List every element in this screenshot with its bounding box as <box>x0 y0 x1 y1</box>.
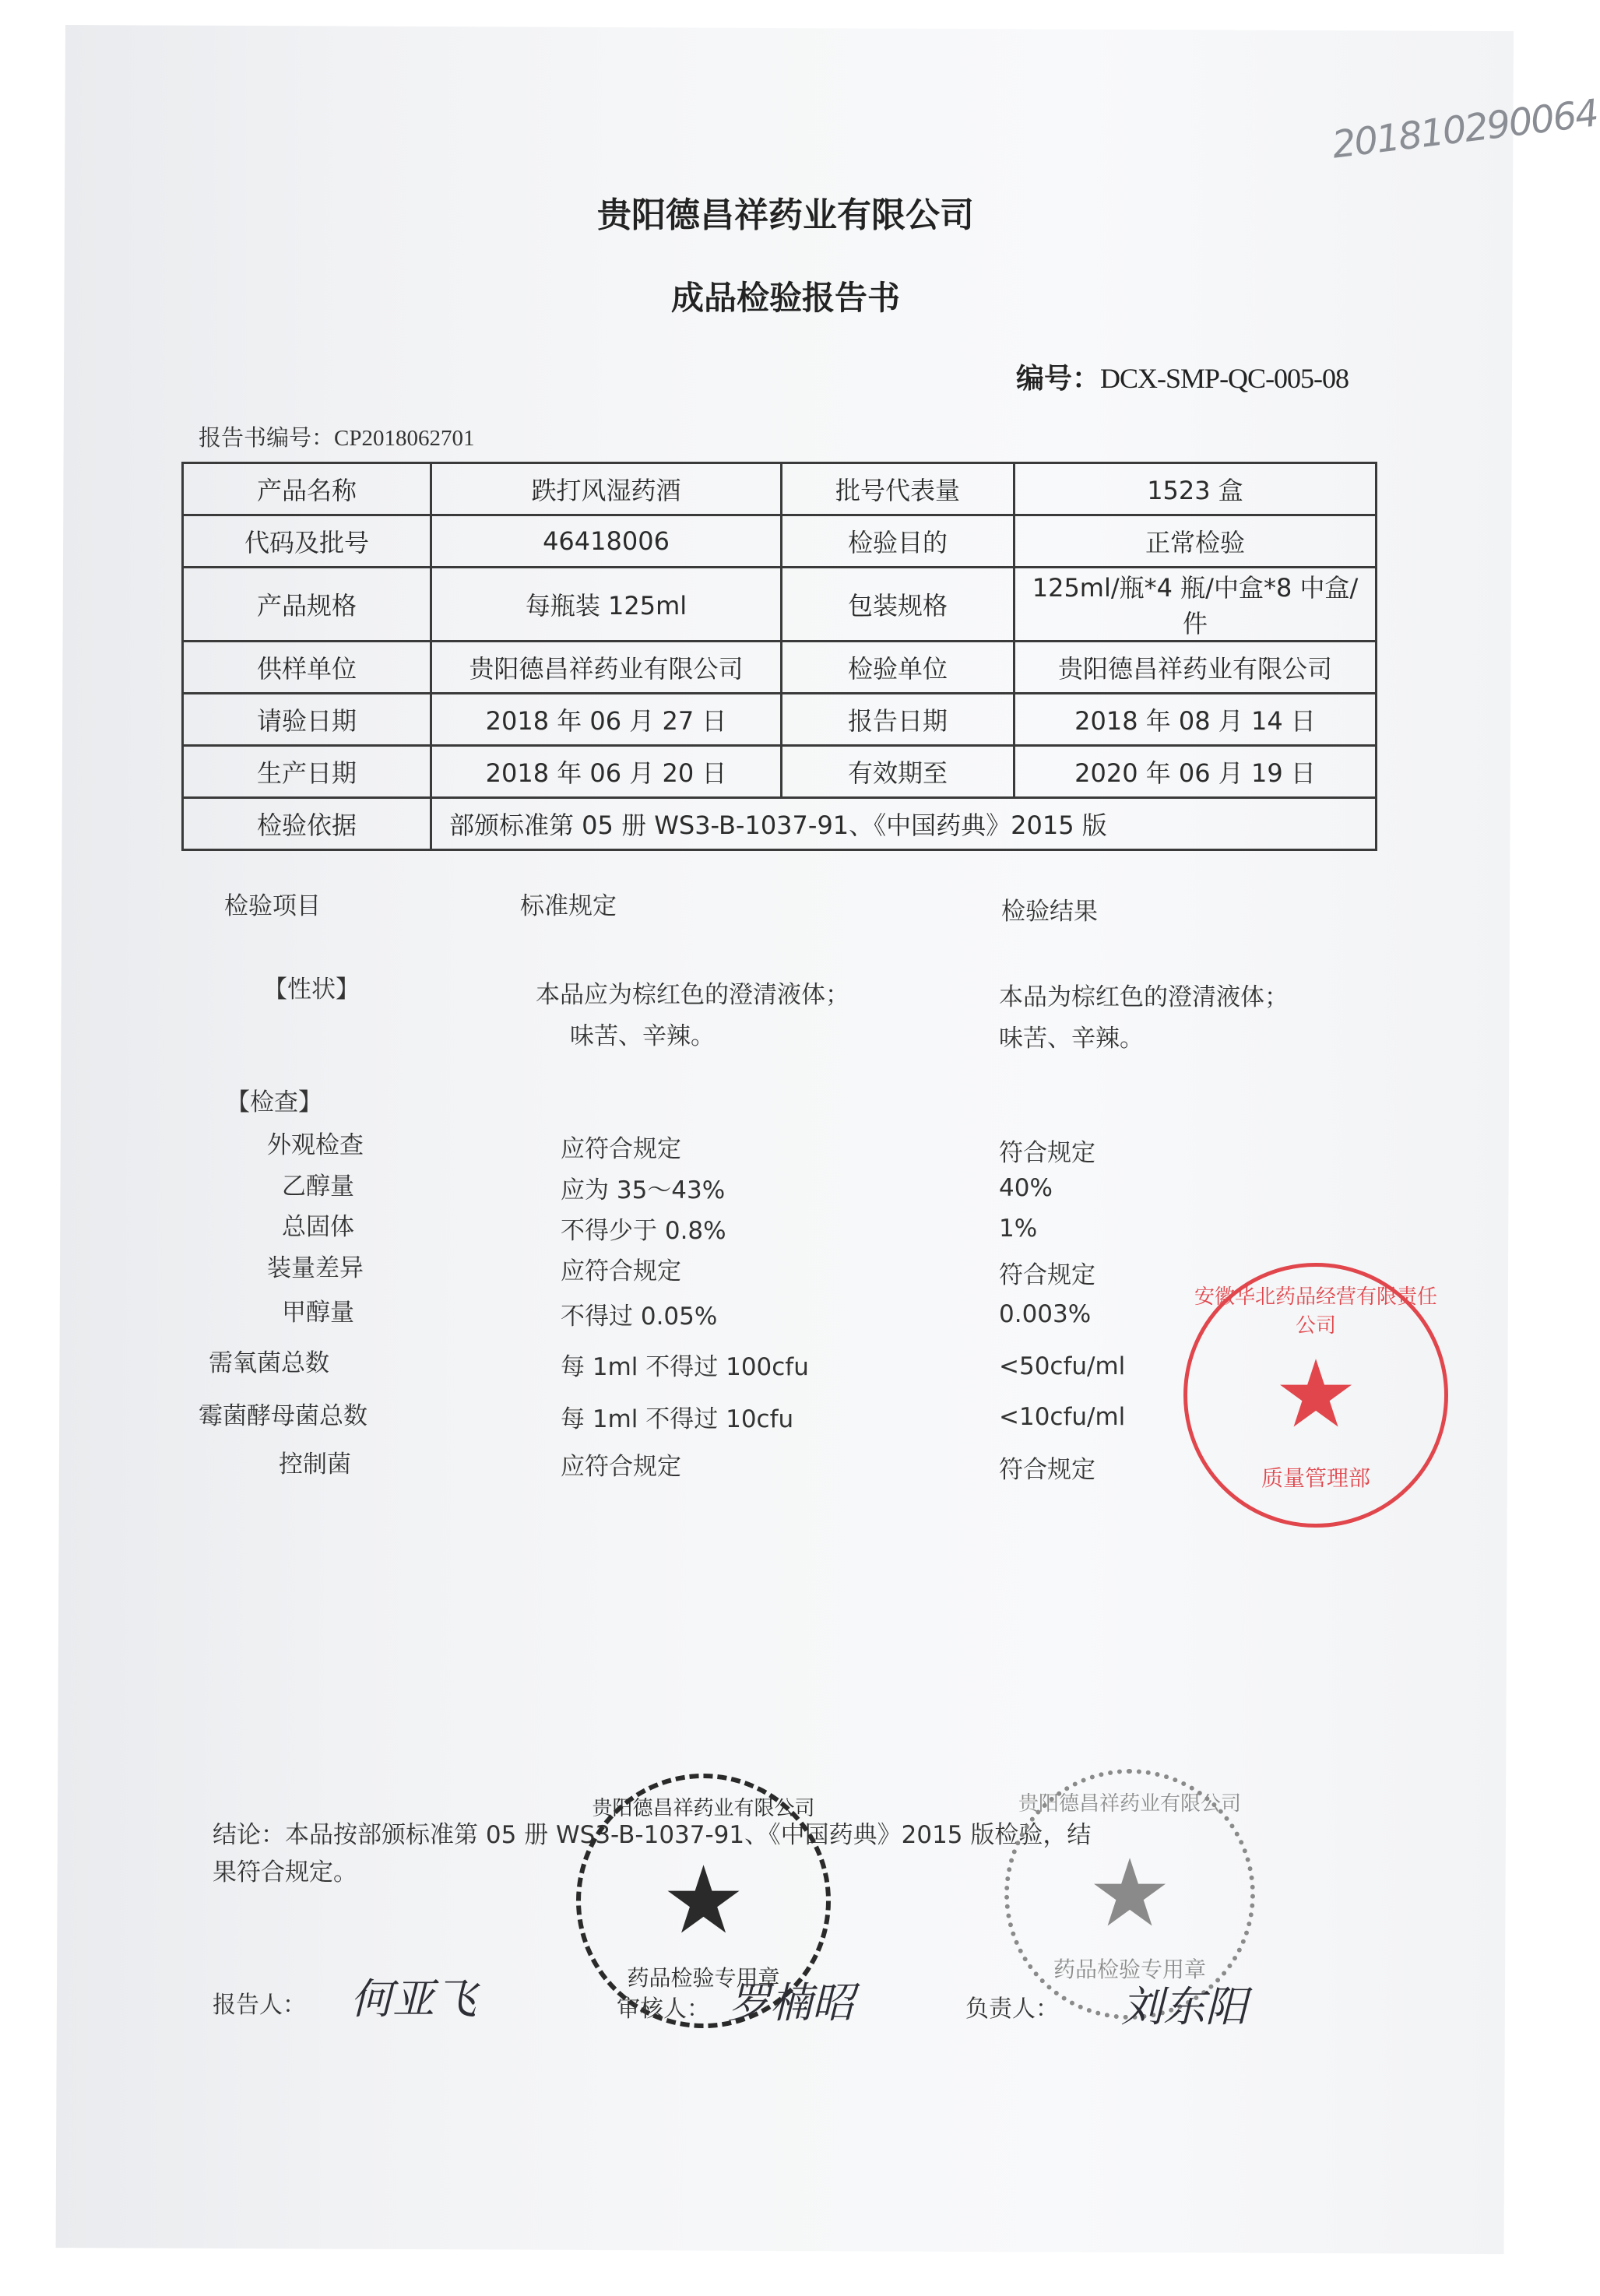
responsible-signature: 刘东阳 <box>1121 1982 1247 2031</box>
cell-value: 2018 年 06 月 20 日 <box>431 746 782 798</box>
cell-label: 检验依据 <box>183 798 431 850</box>
cell-label: 报告日期 <box>782 694 1015 746</box>
check-item: 霉菌酵母菌总数 <box>199 1402 367 1430</box>
check-standard: 每 1ml 不得过 10cfu <box>561 1405 794 1433</box>
cell-value: 46418006 <box>431 515 782 568</box>
check-result: 符合规定 <box>999 1456 1095 1484</box>
red-quality-stamp <box>1183 1263 1448 1528</box>
cell-label: 有效期至 <box>782 746 1015 798</box>
character-standard-line2: 味苦、辛辣。 <box>570 1022 715 1050</box>
star-icon: ★ <box>1088 1840 1172 1948</box>
table-row <box>183 746 1377 798</box>
cell-value: 部颁标准第 05 册 WS3-B-1037-91、《中国药典》2015 版 <box>431 798 1377 850</box>
stamp-text: 药品检验专用章 <box>627 1965 780 1991</box>
reviewer-label: 审核人： <box>617 1995 710 2023</box>
cell-value: 每瓶装 125ml <box>431 568 782 642</box>
handwritten-note: 201810290064 <box>1329 91 1600 167</box>
section-character: 【性状】 <box>263 976 360 1004</box>
star-icon: ★ <box>661 1846 746 1955</box>
check-standard: 每 1ml 不得过 100cfu <box>561 1353 809 1381</box>
check-result: 符合规定 <box>999 1261 1095 1289</box>
reporter-label: 报告人： <box>213 1992 306 2019</box>
character-result-line1: 本品为棕红色的澄清液体； <box>999 983 1289 1011</box>
check-result: 1% <box>999 1215 1038 1243</box>
check-item: 总固体 <box>282 1213 354 1241</box>
stamp-text: 安徽华北药品经营有限责任公司 <box>1194 1285 1437 1338</box>
check-result: 0.003% <box>999 1300 1092 1328</box>
stamp-text: 质量管理部 <box>1261 1465 1370 1491</box>
cell-label: 代码及批号 <box>183 515 431 568</box>
cell-value: 125ml/瓶*4 瓶/中盒*8 中盒/件 <box>1015 568 1377 642</box>
reviewer-signature: 罗楠昭 <box>728 1978 854 2027</box>
table-row <box>183 568 1377 642</box>
stamp-text: 药品检验专用章 <box>1053 1957 1206 1982</box>
check-result: 40% <box>999 1174 1053 1202</box>
check-standard: 不得过 0.05% <box>561 1303 718 1331</box>
character-result-line2: 味苦、辛辣。 <box>999 1025 1144 1053</box>
report-title: 成品检验报告书 <box>670 279 900 317</box>
conclusion-label: 结论： <box>213 1821 285 1849</box>
section-check: 【检查】 <box>226 1088 322 1116</box>
company-title: 贵阳德昌祥药业有限公司 <box>597 195 974 235</box>
table-row <box>183 798 1377 850</box>
check-standard: 不得少于 0.8% <box>561 1217 726 1245</box>
cell-value: 贵阳德昌祥药业有限公司 <box>1015 642 1377 694</box>
cell-value: 2018 年 06 月 27 日 <box>431 694 782 746</box>
cell-label: 检验目的 <box>782 515 1015 568</box>
cell-label: 产品名称 <box>183 463 431 515</box>
check-result: <10cfu/ml <box>999 1403 1126 1431</box>
cell-value: 2018 年 08 月 14 日 <box>1015 694 1377 746</box>
cell-label: 检验单位 <box>782 642 1015 694</box>
column-header-standard: 标准规定 <box>520 892 617 920</box>
table-row <box>183 463 1377 515</box>
star-icon: ★ <box>1274 1341 1358 1449</box>
product-info-table <box>181 462 1377 851</box>
cell-label: 生产日期 <box>183 746 431 798</box>
check-item: 装量差异 <box>267 1254 364 1282</box>
cell-label: 请验日期 <box>183 694 431 746</box>
check-item: 外观检查 <box>267 1131 364 1159</box>
reporter-signature: 何亚飞 <box>350 1974 476 2024</box>
check-result: <50cfu/ml <box>999 1352 1126 1380</box>
column-header-result: 检验结果 <box>1001 898 1098 926</box>
table-row <box>183 515 1377 568</box>
cell-label: 供样单位 <box>183 642 431 694</box>
character-standard-line1: 本品应为棕红色的澄清液体； <box>536 981 849 1009</box>
table-row <box>183 642 1377 694</box>
cell-value: 1523 盒 <box>1015 463 1377 515</box>
document-code <box>1016 357 1349 396</box>
table-row <box>183 694 1377 746</box>
conclusion-text: 本品按部颁标准第 05 册 WS3-B-1037-91、《中国药典》2015 版检验，结果符合规定。 <box>213 1821 1092 1886</box>
responsible-label: 负责人： <box>965 1995 1059 2023</box>
document-code-value: DCX-SMP-QC-005-08 <box>1100 363 1349 394</box>
check-item: 控制菌 <box>279 1450 351 1479</box>
check-result: 符合规定 <box>999 1139 1095 1167</box>
cell-value: 正常检验 <box>1015 515 1377 568</box>
report-number-value: CP2018062701 <box>334 426 475 451</box>
check-standard: 应符合规定 <box>561 1453 681 1481</box>
check-item: 乙醇量 <box>282 1173 354 1201</box>
check-item: 需氧菌总数 <box>209 1349 329 1377</box>
document-code-label: 编号： <box>1016 363 1101 395</box>
check-standard: 应为 35～43% <box>561 1176 726 1204</box>
column-header-item: 检验项目 <box>224 892 321 920</box>
cell-label: 产品规格 <box>183 568 431 642</box>
cell-label: 批号代表量 <box>782 463 1015 515</box>
check-standard: 应符合规定 <box>561 1135 681 1163</box>
report-number <box>199 420 475 452</box>
cell-label: 包装规格 <box>782 568 1015 642</box>
stamp-text: 贵阳德昌祥药业有限公司 <box>592 1797 815 1820</box>
cell-value: 跌打风湿药酒 <box>431 463 782 515</box>
cell-value: 贵阳德昌祥药业有限公司 <box>431 642 782 694</box>
check-standard: 应符合规定 <box>561 1257 681 1285</box>
report-number-label: 报告书编号： <box>199 424 335 451</box>
check-item: 甲醇量 <box>282 1299 354 1327</box>
cell-value: 2020 年 06 月 19 日 <box>1015 746 1377 798</box>
stamp-text: 贵阳德昌祥药业有限公司 <box>1018 1792 1241 1816</box>
